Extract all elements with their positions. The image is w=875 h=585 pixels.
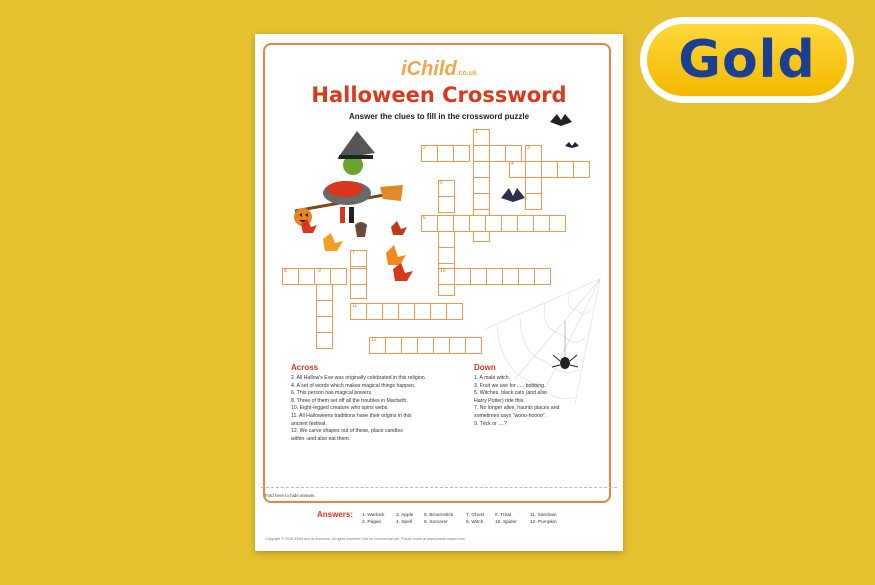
grid-number: 9 [318, 268, 321, 274]
grid-cell[interactable] [473, 177, 490, 194]
answers-column [495, 512, 517, 526]
grid-cell[interactable] [433, 337, 450, 354]
grid-cell[interactable] [430, 303, 447, 320]
grid-cell[interactable] [417, 337, 434, 354]
clue: 8. Three of them set off all the troubles in Macbeth. [291, 397, 408, 404]
answer: 6. Sorcerer [424, 520, 448, 525]
answer: 5. Broomstick [424, 513, 454, 518]
grid-number: 4 [511, 161, 514, 167]
down-clues [474, 375, 594, 428]
gold-badge-label: Gold [647, 24, 847, 96]
grid-cell[interactable] [525, 193, 542, 210]
page-subtitle: Answer the clues to fill in the crossword puzzle [348, 112, 530, 121]
answer: 1. Warlock [362, 513, 385, 518]
answer: 12. Pumpkin [530, 520, 557, 525]
grid-cell[interactable] [505, 145, 522, 162]
grid-cell[interactable] [453, 145, 470, 162]
grid-cell[interactable] [414, 303, 431, 320]
grid-cell[interactable] [541, 161, 558, 178]
grid-number: 12 [371, 337, 377, 343]
grid-cell[interactable] [438, 196, 455, 213]
clue: 9. Trick or ....? [474, 420, 507, 427]
grid-cell[interactable] [316, 316, 333, 333]
fold-line [261, 487, 617, 488]
answer: 10. Spider [495, 520, 517, 525]
grid-cell[interactable] [557, 161, 574, 178]
clue: 2. All Hallow's Eve was originally celebrated in this religion. [291, 375, 427, 381]
grid-cell[interactable] [298, 268, 315, 285]
grid-cell[interactable] [449, 337, 466, 354]
clue: 11. All Halloweens traditions have their origins in this [291, 412, 412, 419]
grid-cell[interactable] [517, 215, 534, 232]
answer: 3. Apple [396, 513, 414, 518]
grid-cell[interactable] [473, 145, 490, 162]
answers-label: Answers: [317, 510, 354, 519]
grid-number: 8 [284, 268, 287, 274]
grid-cell[interactable] [573, 161, 590, 178]
grid-cell[interactable] [382, 303, 399, 320]
grid-cell[interactable] [453, 215, 470, 232]
grid-cell[interactable] [473, 193, 490, 210]
down-heading: Down [474, 363, 496, 372]
answers-column [424, 512, 453, 526]
grid-cell[interactable] [473, 161, 490, 178]
clue: 7. No longer alive, haunts places and [474, 405, 560, 412]
grid-cell[interactable] [489, 145, 506, 162]
answers-column [396, 512, 413, 526]
clue: 5. Witches, black cats (and also [474, 390, 547, 397]
grid-cell[interactable] [469, 215, 486, 232]
grid-cell[interactable] [485, 215, 502, 232]
crossword-sheet [255, 34, 623, 551]
clue: sometimes says "wooo-hoooo". [474, 412, 547, 419]
across-clues [291, 375, 466, 443]
grid-cell[interactable] [401, 337, 418, 354]
answers-column [530, 512, 557, 526]
grid-cell[interactable] [549, 215, 566, 232]
grid-number: 1 [475, 129, 478, 135]
clue: 12. We carve shapes out of these, place candles [291, 428, 403, 435]
clue: 4. A set of words which makes magical things happen. [291, 382, 416, 389]
grid-cell[interactable] [350, 268, 367, 285]
grid-cell[interactable] [533, 215, 550, 232]
grid-cell[interactable] [534, 268, 551, 285]
grid-cell[interactable] [486, 268, 503, 285]
grid-cell[interactable] [316, 284, 333, 301]
clue: 6. This person has magical powers. [291, 390, 373, 397]
grid-cell[interactable] [518, 268, 535, 285]
answers-column [362, 512, 384, 526]
grid-number: 6 [423, 215, 426, 221]
answer: 11. Samhain [530, 513, 557, 518]
grid-cell[interactable] [438, 231, 455, 248]
copyright-text: Copyright © 2018 iChild and its licensors. All rights reserved. Not for commercial use. Puzzle made at www.puzzle-maker.com [265, 537, 465, 541]
grid-cell[interactable] [437, 215, 454, 232]
grid-cell[interactable] [438, 247, 455, 264]
answer: 8. Witch [466, 520, 484, 525]
fold-text: Fold here to hide answer. [265, 493, 316, 498]
grid-cell[interactable] [398, 303, 415, 320]
clue: 1. A male witch. [474, 375, 511, 381]
grid-cell[interactable] [465, 337, 482, 354]
answer: 7. Ghost [466, 513, 485, 518]
grid-number: 10 [440, 268, 446, 274]
clue: 3. Fruit we use for ..... bobbing. [474, 382, 546, 389]
grid-number: 2 [423, 145, 426, 151]
grid-cell[interactable] [385, 337, 402, 354]
clue: ancient festival. [291, 420, 327, 427]
grid-cell[interactable] [330, 268, 347, 285]
clue: within -and also eat them. [291, 435, 351, 442]
gold-badge [640, 17, 854, 103]
grid-number: 3 [527, 145, 530, 151]
across-heading: Across [291, 363, 319, 372]
answer: 4. Spell [396, 520, 412, 525]
grid-cell[interactable] [525, 177, 542, 194]
grid-cell[interactable] [316, 332, 333, 349]
grid-cell[interactable] [446, 303, 463, 320]
grid-cell[interactable] [501, 215, 518, 232]
clue: Harry Potter) ride this. [474, 397, 525, 404]
grid-cell[interactable] [525, 161, 542, 178]
answers-column [466, 512, 484, 526]
grid-cell[interactable] [502, 268, 519, 285]
grid-cell[interactable] [314, 268, 331, 285]
clue: 10. Eight-legged creature who spins webs. [291, 405, 389, 412]
grid-cell[interactable] [470, 268, 487, 285]
grid-cell[interactable] [437, 145, 454, 162]
grid-cell[interactable] [316, 300, 333, 317]
page-title: Halloween Crossword [311, 83, 567, 107]
ichild-logo: iChild.co.uk [401, 58, 477, 80]
grid-cell[interactable] [366, 303, 383, 320]
grid-number: 11 [352, 303, 358, 309]
grid-number: 7 [352, 250, 355, 256]
answer: 9. Treat [495, 513, 512, 518]
grid-cell[interactable] [454, 268, 471, 285]
answer: 2. Pagan [362, 520, 382, 525]
grid-number: 5 [440, 180, 443, 186]
